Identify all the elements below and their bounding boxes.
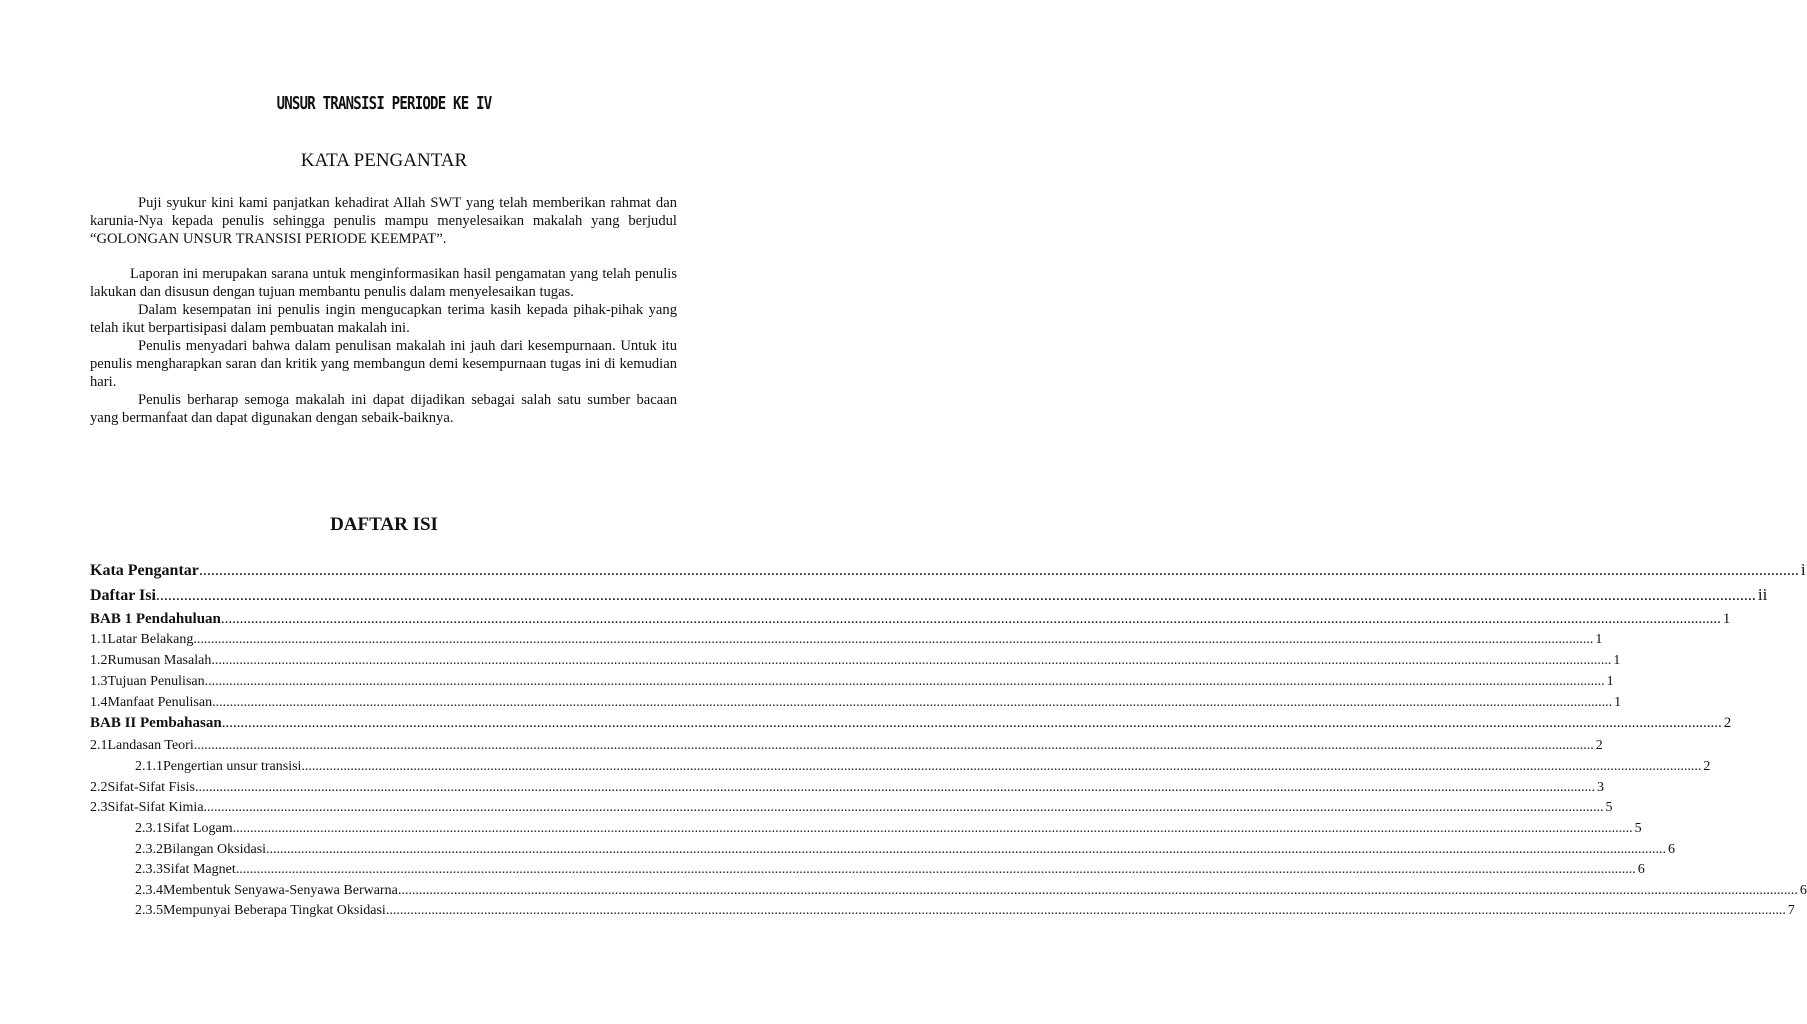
toc-row xyxy=(90,560,1806,580)
toc-row xyxy=(90,695,1622,711)
toc-label: Sifat Logam xyxy=(163,821,233,836)
toc-leader-dots: ................................................................................................................................................................................................................................................................................................................................................................................................................ xyxy=(235,862,1636,877)
preface-paragraph-2 xyxy=(90,265,677,427)
toc-row xyxy=(90,780,1605,796)
toc-label: Daftar Isi xyxy=(90,587,156,604)
toc-number: 2.3.5 xyxy=(135,903,163,918)
toc-label: Manfaat Penulisan xyxy=(107,695,213,710)
toc-page-number: 1 xyxy=(1613,653,1621,668)
toc-heading: DAFTAR ISI xyxy=(330,514,438,535)
preface-paragraph-2c-text: Penulis menyadari bahwa dalam penulisan makalah ini jauh dari kesempurnaan. Untuk itu penulis mengharapkan saran dan kritik yang membangun demi kesempurnaan tugas ini di kemudian hari. xyxy=(90,338,677,390)
preface-paragraph-2d-text: Penulis berharap semoga makalah ini dapat dijadikan sebagai salah satu sumber bacaan yang bermanfaat dan dapat digunakan dengan sebaik-baiknya. xyxy=(90,392,677,426)
toc-label: Mempunyai Beberapa Tingkat Oksidasi xyxy=(163,903,386,918)
toc-label: BAB II Pembahasan xyxy=(90,715,222,731)
toc-leader-dots: ................................................................................................................................................................................................................................................................................................................................................................................................................ xyxy=(232,821,1633,836)
toc-leader-dots: ................................................................................................................................................................................................................................................................................................................................................................................................................ xyxy=(301,759,1702,774)
toc-leader-dots: ................................................................................................................................................................................................................................................................................................................................................................................................................ xyxy=(193,632,1594,647)
toc-page-number: 5 xyxy=(1605,800,1613,815)
toc-row xyxy=(135,821,1642,837)
toc-leader-dots: ................................................................................................................................................................................................................................................................................................................................................................................................................ xyxy=(397,883,1798,898)
toc-label: Landasan Teori xyxy=(107,738,194,753)
toc-page-number: 1 xyxy=(1614,695,1622,710)
toc-page-number: 6 xyxy=(1799,883,1807,898)
toc-label: Sifat-Sifat Fisis xyxy=(107,780,196,795)
toc-number: 2.3 xyxy=(90,800,108,815)
toc-leader-dots: ................................................................................................................................................................................................................................................................................................................................................................................................................ xyxy=(221,715,1722,731)
preface-paragraph-2d xyxy=(90,391,677,427)
toc-page-number: 1 xyxy=(1606,674,1614,689)
preface-paragraph-2b-text: Dalam kesempatan ini penulis ingin mengucapkan terima kasih kepada pihak-pihak yang telah ikut berpartisipasi dalam pembuatan makalah ini. xyxy=(90,302,677,336)
toc-row xyxy=(135,759,1711,775)
toc-row xyxy=(90,611,1731,628)
preface-paragraph-1 xyxy=(90,194,677,248)
toc-number: 2.3.4 xyxy=(135,883,163,898)
toc-row xyxy=(90,800,1613,816)
toc-number: 2.2 xyxy=(90,780,108,795)
toc-number: 1.3 xyxy=(90,674,108,689)
toc-leader-dots: ................................................................................................................................................................................................................................................................................................................................................................................................................ xyxy=(211,653,1612,668)
toc-row xyxy=(90,653,1621,669)
toc-number: 1.4 xyxy=(90,695,108,710)
toc-number: 1.2 xyxy=(90,653,108,668)
toc-page-number: i xyxy=(1800,560,1806,579)
toc-label: Kata Pengantar xyxy=(90,562,199,579)
toc-row xyxy=(135,862,1645,878)
toc-row xyxy=(135,842,1676,858)
toc-row xyxy=(90,715,1732,732)
toc-page-number: ii xyxy=(1757,585,1768,604)
toc-leader-dots: ................................................................................................................................................................................................................................................................................................................................................................................................................ xyxy=(198,562,1799,579)
preface-paragraph-1-text: Puji syukur kini kami panjatkan kehadirat Allah SWT yang telah memberikan rahmat dan karunia-Nya kepada penulis sehingga penulis mampu menyelesaikan makalah yang berjudul “GOLONGAN UNSUR TRANSISI PERIODE KEEMPAT”. xyxy=(90,195,677,247)
toc-leader-dots: ................................................................................................................................................................................................................................................................................................................................................................................................................ xyxy=(155,587,1756,604)
toc-row xyxy=(135,883,1807,899)
preface-paragraph-2a xyxy=(90,265,677,301)
toc-number: 2.3.1 xyxy=(135,821,163,836)
toc-label: Bilangan Oksidasi xyxy=(163,842,267,857)
toc-label: Sifat Magnet xyxy=(163,862,236,877)
toc-row xyxy=(90,632,1603,648)
toc-page-number: 6 xyxy=(1668,842,1676,857)
toc-leader-dots: ................................................................................................................................................................................................................................................................................................................................................................................................................ xyxy=(193,738,1594,753)
document-title: UNSUR TRANSISI PERIODE KE IV xyxy=(276,93,492,114)
toc-leader-dots: ................................................................................................................................................................................................................................................................................................................................................................................................................ xyxy=(266,842,1667,857)
toc-number: 2.1 xyxy=(90,738,108,753)
toc-label: Tujuan Penulisan xyxy=(107,674,205,689)
toc-leader-dots: ................................................................................................................................................................................................................................................................................................................................................................................................................ xyxy=(203,800,1604,815)
toc-label: Latar Belakang xyxy=(107,632,194,647)
toc-row xyxy=(90,674,1614,690)
toc-page-number: 6 xyxy=(1637,862,1645,877)
toc-label: BAB 1 Pendahuluan xyxy=(90,611,221,627)
toc-page-number: 2 xyxy=(1703,759,1711,774)
toc-label: Rumusan Masalah xyxy=(107,653,212,668)
toc-leader-dots: ................................................................................................................................................................................................................................................................................................................................................................................................................ xyxy=(220,611,1721,627)
toc-page-number: 1 xyxy=(1595,632,1603,647)
toc-page-number: 1 xyxy=(1722,611,1731,627)
toc-row xyxy=(90,738,1603,754)
toc-page-number: 2 xyxy=(1723,715,1732,731)
toc-label: Membentuk Senyawa-Senyawa Berwarna xyxy=(163,883,398,898)
toc-leader-dots: ................................................................................................................................................................................................................................................................................................................................................................................................................ xyxy=(212,695,1613,710)
toc-row xyxy=(135,903,1795,919)
toc-number: 1.1 xyxy=(90,632,108,647)
toc-page-number: 5 xyxy=(1634,821,1642,836)
toc-label: Sifat-Sifat Kimia xyxy=(107,800,204,815)
toc-row xyxy=(90,585,1768,605)
preface-paragraph-2c xyxy=(90,337,677,391)
toc-number: 2.1.1 xyxy=(135,759,163,774)
preface-heading: KATA PENGANTAR xyxy=(300,150,468,171)
toc-label: Pengertian unsur transisi xyxy=(163,759,302,774)
toc-page-number: 2 xyxy=(1595,738,1603,753)
toc-leader-dots: ................................................................................................................................................................................................................................................................................................................................................................................................................ xyxy=(204,674,1605,689)
toc-number: 2.3.2 xyxy=(135,842,163,857)
preface-paragraph-2b xyxy=(90,301,677,337)
toc-number: 2.3.3 xyxy=(135,862,163,877)
toc-page-number: 3 xyxy=(1597,780,1605,795)
toc-leader-dots: ................................................................................................................................................................................................................................................................................................................................................................................................................ xyxy=(195,780,1596,795)
preface-paragraph-2a-text: Laporan ini merupakan sarana untuk menginformasikan hasil pengamatan yang telah penulis lakukan dan disusun dengan tujuan membantu penulis dalam menyelesaikan tugas. xyxy=(90,266,677,300)
toc-page-number: 7 xyxy=(1787,903,1795,918)
toc-leader-dots: ................................................................................................................................................................................................................................................................................................................................................................................................................ xyxy=(385,903,1786,918)
